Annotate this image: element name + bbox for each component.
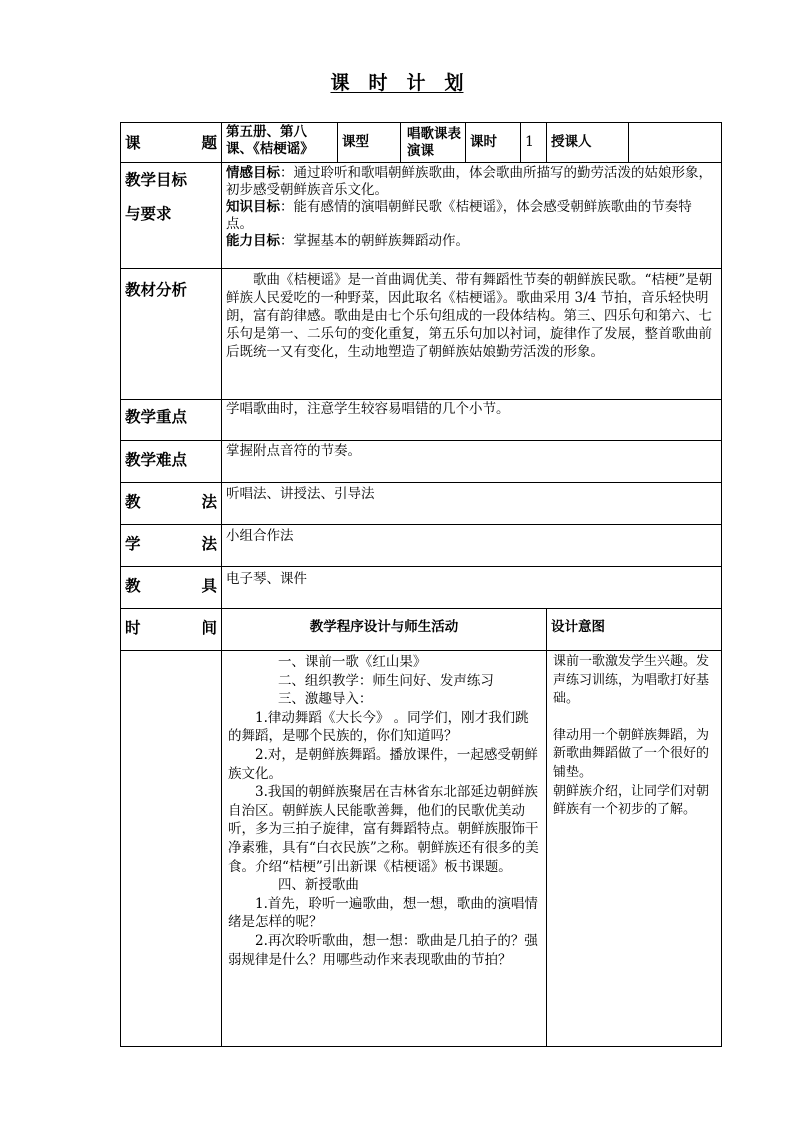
learn-method-text: 小组合作法 (222, 525, 722, 567)
teacher-label: 授课人 (547, 123, 629, 163)
intent-note: 课前一歌激发学生兴趣。发声练习训练，为唱歌打好基础。 (553, 654, 710, 707)
analysis-label: 教材分析 (125, 280, 188, 299)
goals-label-line1: 教学目标 (125, 170, 188, 189)
hours-value: 1 (521, 123, 547, 163)
intent-note: 律动用一个朝鲜族舞蹈，为新歌曲舞蹈做了一个很好的铺垫。 (553, 727, 710, 780)
lesson-plan-table (120, 122, 722, 1047)
procedure-step: 1.律动舞蹈《大长今》 。同学们，刚才我们跳的舞蹈，是哪个民族的，你们知道吗？ (228, 709, 529, 745)
procedure-step: 四、新授歌曲 (277, 877, 359, 894)
procedure-step: 三、激趣导入： (277, 691, 373, 708)
learn-method-label: 学 法 (125, 534, 217, 553)
procedure-step: 一、课前一歌《红山果》 (277, 654, 427, 670)
topic-label: 课 题 (125, 133, 217, 152)
learn-method-label-cell (121, 525, 222, 567)
procedure-cell (222, 651, 547, 1047)
analysis-text: 歌曲《桔梗谣》是一首曲调优美、带有舞蹈性节奏的朝鲜族民歌。“桔梗”是朝鲜族人民爱吃的一种野菜，因此取名《桔梗谣》。歌曲采用 3/4 节拍，音乐轻快明朗，富有韵律感。歌曲是由七个乐句组成的一段体结构。第三、四乐句和第六、七乐句是第一、二乐句的变化重复，第五乐句加以衬词，旋律作了发展，整首歌曲前后既统一又有变化，生动地塑造了朝鲜族姑娘勤劳活泼的形象。 (222, 269, 722, 400)
design-header: 教学程序设计与师生活动 (222, 609, 547, 651)
focus-label-cell (121, 400, 222, 441)
topic-label-cell (121, 123, 222, 163)
focus-text: 学唱歌曲时，注意学生较容易唱错的几个小节。 (222, 400, 722, 441)
goals-label-line2: 与要求 (125, 204, 172, 223)
topic-value: 第五册、第八课、《桔梗谣》 (222, 123, 338, 163)
analysis-label-cell (121, 269, 222, 400)
goals-content (222, 163, 722, 269)
goal-ability: 能力目标：掌握基本的朝鲜族舞蹈动作。 (226, 233, 469, 249)
teach-method-text: 听唱法、讲授法、引导法 (222, 483, 722, 525)
procedure-step: 3.我国的朝鲜族聚居在吉林省东北部延边朝鲜族自治区。朝鲜族人民能歌善舞，他们的民歌优美动听，多为三拍子旋律，富有舞蹈特点。朝鲜族服饰干净素雅，具有“白衣民族”之称。朝鲜族还有很多的美食。介绍“桔梗”引出新课《桔梗谣》板书课题。 (228, 784, 539, 875)
focus-row (121, 400, 722, 441)
program-header-row (121, 609, 722, 651)
intent-note: 朝鲜族介绍，让同学们对朝鲜族有一个初步的了解。 (553, 783, 710, 818)
program-body-row (121, 651, 722, 1047)
learn-method-row (121, 525, 722, 567)
time-cell (121, 651, 222, 1047)
teach-method-label-cell (121, 483, 222, 525)
intent-cell (547, 651, 722, 1047)
tools-row (121, 567, 722, 609)
difficulty-label-cell (121, 441, 222, 483)
focus-label: 教学重点 (125, 407, 188, 426)
difficulty-text: 掌握附点音符的节奏。 (222, 441, 722, 483)
difficulty-row (121, 441, 722, 483)
difficulty-label: 教学难点 (125, 450, 188, 469)
goal-knowledge: 知识目标：能有感情的演唱朝鲜民歌《桔梗谣》，体会感受朝鲜族歌曲的节奏特点。 (226, 199, 692, 232)
procedure-step: 1.首先，聆听一遍歌曲，想一想，歌曲的演唱情绪是怎样的呢？ (228, 895, 538, 931)
tools-text: 电子琴、课件 (222, 567, 722, 609)
procedure-step: 2.对，是朝鲜族舞蹈。播放课件，一起感受朝鲜族文化。 (228, 746, 538, 782)
goals-label-cell (121, 163, 222, 269)
tools-label: 教 具 (125, 576, 217, 595)
header-row (121, 123, 722, 163)
procedure-step: 2.再次聆听歌曲，想一想：歌曲是几拍子的？强弱规律是什么？用哪些动作来表现歌曲的节拍？ (228, 932, 538, 968)
intent-note (553, 709, 715, 727)
teacher-value (629, 123, 722, 163)
goal-emotion: 情感目标：通过聆听和歌唱朝鲜族歌曲，体会歌曲所描写的勤劳活泼的姑娘形象，初步感受朝鲜族音乐文化。 (226, 165, 712, 198)
hours-label: 课时 (466, 123, 521, 163)
goals-row (121, 163, 722, 269)
time-label: 时 间 (125, 618, 217, 637)
tools-label-cell (121, 567, 222, 609)
procedure-step: 二、组织教学：师生问好、发声练习 (277, 672, 494, 689)
teach-method-row (121, 483, 722, 525)
type-value: 唱歌课表演课 (401, 123, 466, 163)
intent-header: 设计意图 (547, 609, 722, 651)
time-label-cell (121, 609, 222, 651)
type-label: 课型 (338, 123, 401, 163)
page-title: 课 时 计 划 (330, 72, 464, 94)
teach-method-label: 教 法 (125, 492, 217, 511)
analysis-row (121, 269, 722, 400)
